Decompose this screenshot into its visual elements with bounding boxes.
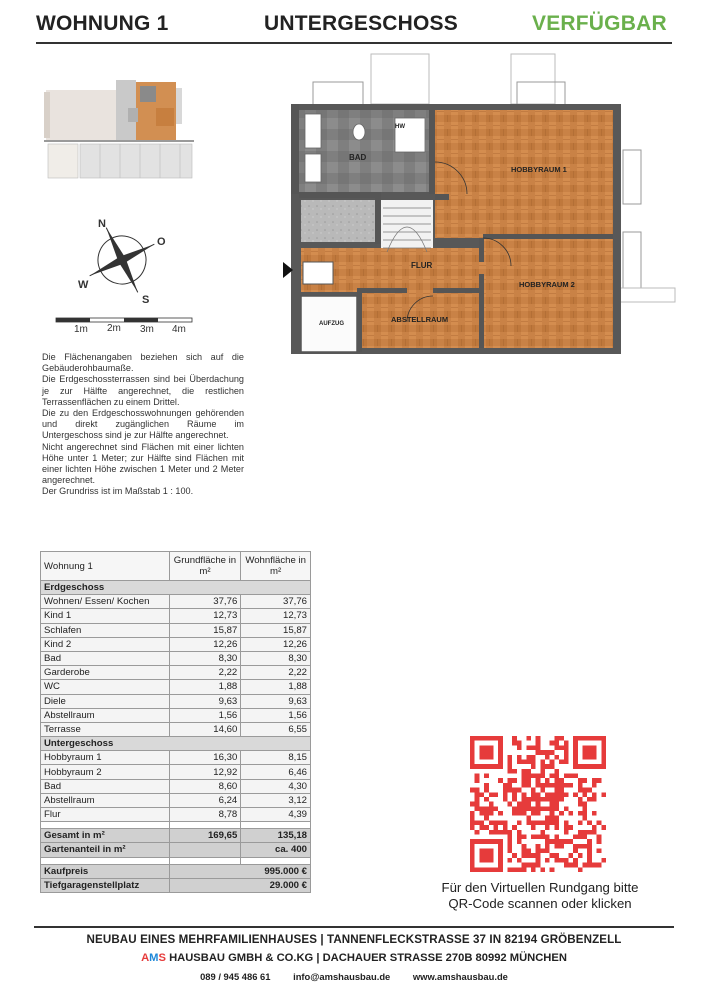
parking-row [41,878,311,892]
wohnflaeche-value: 2,22 [241,666,311,680]
section-label: Untergeschoss [41,737,311,751]
table-row [41,694,311,708]
grundflaeche-value: 1,56 [169,708,241,722]
room-aufzug: AUFZUG [319,321,344,327]
web-link[interactable]: www.amshausbau.de [412,971,508,982]
room-name: Hobbyraum 2 [41,765,170,779]
scale-3m: 3m [140,324,154,335]
wohnflaeche-value: 6,46 [241,765,311,779]
grundflaeche-value: 37,76 [169,595,241,609]
header-wohnflaeche: Wohnfläche in m² [241,552,311,581]
company-address: HAUSBAU GMBH & CO.KG | DACHAUER STRASSE 270B 80992 MÜNCHEN [169,952,567,964]
wohnflaeche-value: 8,30 [241,651,311,665]
section-label: Erdgeschoss [41,581,311,595]
wohnflaeche-value: 6,55 [241,722,311,736]
table-row [41,595,311,609]
wohnflaeche-value: 15,87 [241,623,311,637]
price-label: Kaufpreis [41,864,170,878]
header-divider [36,42,672,44]
section-erdgeschoss [41,581,311,595]
building-overview-thumbnail [44,68,194,186]
wohnflaeche-value: 1,56 [241,708,311,722]
room-name: Kind 2 [41,637,170,651]
room-hw: HW [395,124,405,130]
note-4: Nicht angerechnet sind Flächen mit einer lichten Höhe unter 1 Meter; zur Hälfte sind Flächen mit einer lichten Höhe zwischen 1 Meter und 2 Meter angerechnet. [42,441,244,486]
grundflaeche-value: 8,60 [169,779,241,793]
header-unit: Wohnung 1 [41,552,170,581]
wohnflaeche-value: 9,63 [241,694,311,708]
table-row [41,666,311,680]
compass-n: N [98,218,106,230]
logo-a: A [141,952,150,964]
grundflaeche-value: 12,26 [169,637,241,651]
total-wohnflaeche: 135,18 [241,829,311,843]
grundflaeche-value: 16,30 [169,751,241,765]
grundflaeche-value: 9,63 [169,694,241,708]
scale-2m: 2m [107,323,121,334]
grundflaeche-value: 1,88 [169,680,241,694]
floor-plan [283,52,679,364]
wohnflaeche-value: 1,88 [241,680,311,694]
table-row [41,708,311,722]
room-name: Terrasse [41,722,170,736]
contact-line [34,971,674,982]
wohnflaeche-value: 3,12 [241,793,311,807]
room-name: Schlafen [41,623,170,637]
table-row [41,722,311,736]
wohnflaeche-value: 37,76 [241,595,311,609]
scale-4m: 4m [172,324,186,335]
price-value: 995.000 € [169,864,310,878]
note-2: Die Erdgeschossterrassen sind bei Überdachung je zur Hälfte angerechnet, die restlichen Terrassenflächen zu einem Drittel. [42,374,244,407]
logo-s: S [158,952,166,964]
garden-label: Gartenanteil in m² [41,843,170,857]
room-name: Bad [41,651,170,665]
project-address: NEUBAU EINES MEHRFAMILIENHAUSES | TANNENFLECKSTRASSE 37 IN 82194 GRÖBENZELL [86,933,622,946]
room-name: Bad [41,779,170,793]
compass-w: W [78,279,89,291]
compass-s: S [142,294,150,306]
email-link[interactable]: info@amshausbau.de [293,971,391,982]
note-5: Der Grundriss ist im Maßstab 1 : 100. [42,486,194,497]
room-name: WC [41,680,170,694]
room-name: Wohnen/ Essen/ Kochen [41,595,170,609]
table-row [41,808,311,822]
wohnflaeche-value: 8,15 [241,751,311,765]
room-hobby2: HOBBYRAUM 2 [519,280,575,289]
status-badge: VERFÜGBAR [532,12,667,35]
grundflaeche-value: 12,92 [169,765,241,779]
wohnflaeche-value: 4,39 [241,808,311,822]
table-header [41,552,311,581]
parking-label: Tiefgaragenstellplatz [41,878,170,892]
table-row [41,637,311,651]
parking-value: 29.000 € [169,878,310,892]
section-untergeschoss [41,737,311,751]
room-hobby1: HOBBYRAUM 1 [511,165,567,174]
note-1: Die Flächenangaben beziehen sich auf die Gebäuderohbaumaße. [42,352,244,374]
area-notes [42,352,244,498]
grundflaeche-value: 6,24 [169,793,241,807]
area-table [40,551,311,893]
qr-caption-line2: QR-Code scannen oder klicken [448,896,632,911]
table-row [41,751,311,765]
qr-caption [405,880,675,912]
table-row [41,680,311,694]
page-header [36,12,674,40]
garden-row [41,843,311,857]
room-name: Flur [41,808,170,822]
table-row [41,765,311,779]
room-abstell: ABSTELLRAUM [391,315,449,324]
room-name: Hobbyraum 1 [41,751,170,765]
table-row [41,609,311,623]
qr-caption-line1: Für den Virtuellen Rundgang bitte [441,880,639,895]
header-grundflaeche: Grundfläche in m² [169,552,241,581]
logo-m: M [149,952,159,964]
table-spacer [41,822,311,829]
room-name: Diele [41,694,170,708]
qr-code[interactable] [470,736,606,872]
room-name: Garderobe [41,666,170,680]
room-name: Abstellraum [41,793,170,807]
garden-empty [169,843,241,857]
room-name: Kind 1 [41,609,170,623]
grundflaeche-value: 14,60 [169,722,241,736]
table-row [41,793,311,807]
total-grundflaeche: 169,65 [169,829,241,843]
grundflaeche-value: 12,73 [169,609,241,623]
company-line [34,952,674,964]
room-flur: FLUR [411,261,433,270]
wohnflaeche-value: 4,30 [241,779,311,793]
grundflaeche-value: 8,30 [169,651,241,665]
footer-divider [34,926,674,928]
table-spacer [41,857,311,864]
compass-o: O [157,236,166,248]
wohnflaeche-value: 12,73 [241,609,311,623]
wohnflaeche-value: 12,26 [241,637,311,651]
scale-1m: 1m [74,324,88,335]
floor-title: UNTERGESCHOSS [264,12,458,35]
phone: 089 / 945 486 61 [200,971,271,982]
total-label: Gesamt in m² [41,829,170,843]
room-name: Abstellraum [41,708,170,722]
grundflaeche-value: 8,78 [169,808,241,822]
garden-value: ca. 400 [241,843,311,857]
table-row [41,651,311,665]
price-row [41,864,311,878]
grundflaeche-value: 15,87 [169,623,241,637]
grundflaeche-value: 2,22 [169,666,241,680]
compass-rose [60,210,180,310]
note-3: Die zu den Erdgeschosswohnungen gehörenden und direkt zugänglichen Räume im Untergeschoss sind je zur Hälfte angerechnet. [42,408,244,441]
total-row [41,829,311,843]
unit-title: WOHNUNG 1 [36,12,169,35]
room-bad: BAD [349,153,367,162]
scale-bar [54,316,194,338]
table-row [41,779,311,793]
table-row [41,623,311,637]
